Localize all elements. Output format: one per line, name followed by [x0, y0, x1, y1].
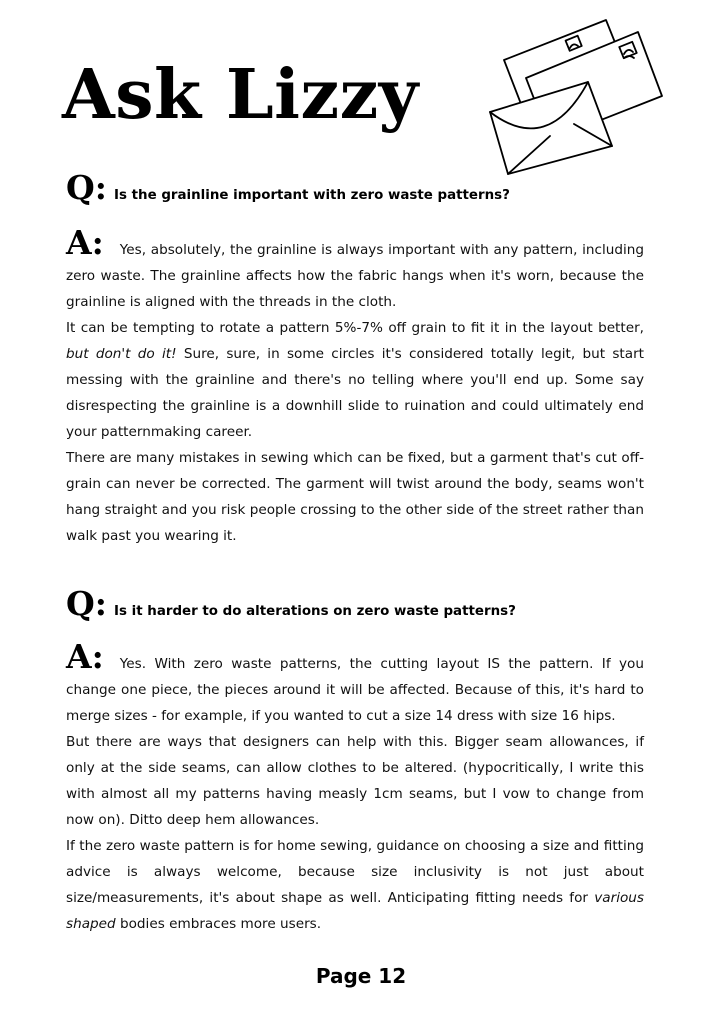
answer-paragraph — [66, 315, 644, 445]
answer-text: It can be tempting to rotate a pattern 5%-7% off grain to fit it in the layout better, — [66, 320, 644, 336]
question-text: Is it harder to do alterations on zero waste patterns? — [114, 604, 516, 619]
answer-marker: A: — [66, 637, 104, 676]
answer-text: Sure, sure, in some circles it's considered totally legit, but start messing with the grainline and there's no telling where you'll end up. Some say disrespecting the grainline is a downhill slide to ruination and could ultimately end your patternmaking career. — [66, 346, 644, 440]
answer-text: Yes, absolutely, the grainline is always important with any pattern, including zero waste. The grainline affects how the fabric hangs when it's worn, because the grainline is aligned with the threads in the cloth. — [66, 242, 644, 310]
answer-emphasis: various shaped — [66, 890, 644, 932]
answer-emphasis: but don't do it! — [66, 346, 177, 362]
answer-text: But there are ways that designers can help with this. Bigger seam allowances, if only at the side seams, can allow clothes to be altered. (hypocritically, I write this with almost all my patterns having measly 1cm seams, but I vow to change from now on). Ditto deep hem allowances. — [66, 734, 644, 828]
question-text: Is the grainline important with zero waste patterns? — [114, 188, 510, 203]
question-marker: Q: — [66, 168, 107, 207]
question-2 — [66, 584, 516, 623]
answer-paragraph — [66, 729, 644, 833]
page-number: Page 12 — [315, 964, 407, 988]
answer-text: There are many mistakes in sewing which can be fixed, but a garment that's cut off-grain can never be corrected. The garment will twist around the body, seams won't hang straight and you risk people crossing to the other side of the street rather than walk past you wearing it. — [66, 450, 644, 544]
envelopes-icon — [478, 18, 668, 178]
answer-paragraph — [66, 445, 644, 549]
answer-1 — [66, 223, 644, 549]
answer-text: Yes. With zero waste patterns, the cutting layout IS the pattern. If you change one piece, the pieces around it will be affected. Because of this, it's hard to merge sizes - for example, if you wanted to cut a size 14 dress with size 16 hips. — [66, 656, 644, 724]
question-marker: Q: — [66, 584, 107, 623]
answer-paragraph — [66, 223, 644, 315]
answer-marker: A: — [66, 223, 104, 262]
answer-text: bodies embraces more users. — [115, 916, 322, 932]
answer-paragraph — [66, 833, 644, 937]
page-title: Ask Lizzy — [62, 55, 419, 135]
answer-2 — [66, 637, 644, 937]
question-1 — [66, 168, 510, 207]
answer-paragraph — [66, 637, 644, 729]
answer-text: If the zero waste pattern is for home sewing, guidance on choosing a size and fitting advice is always welcome, because size inclusivity is not just about size/measurements, it's about shape as well. Anticipating fitting needs for — [66, 838, 644, 906]
